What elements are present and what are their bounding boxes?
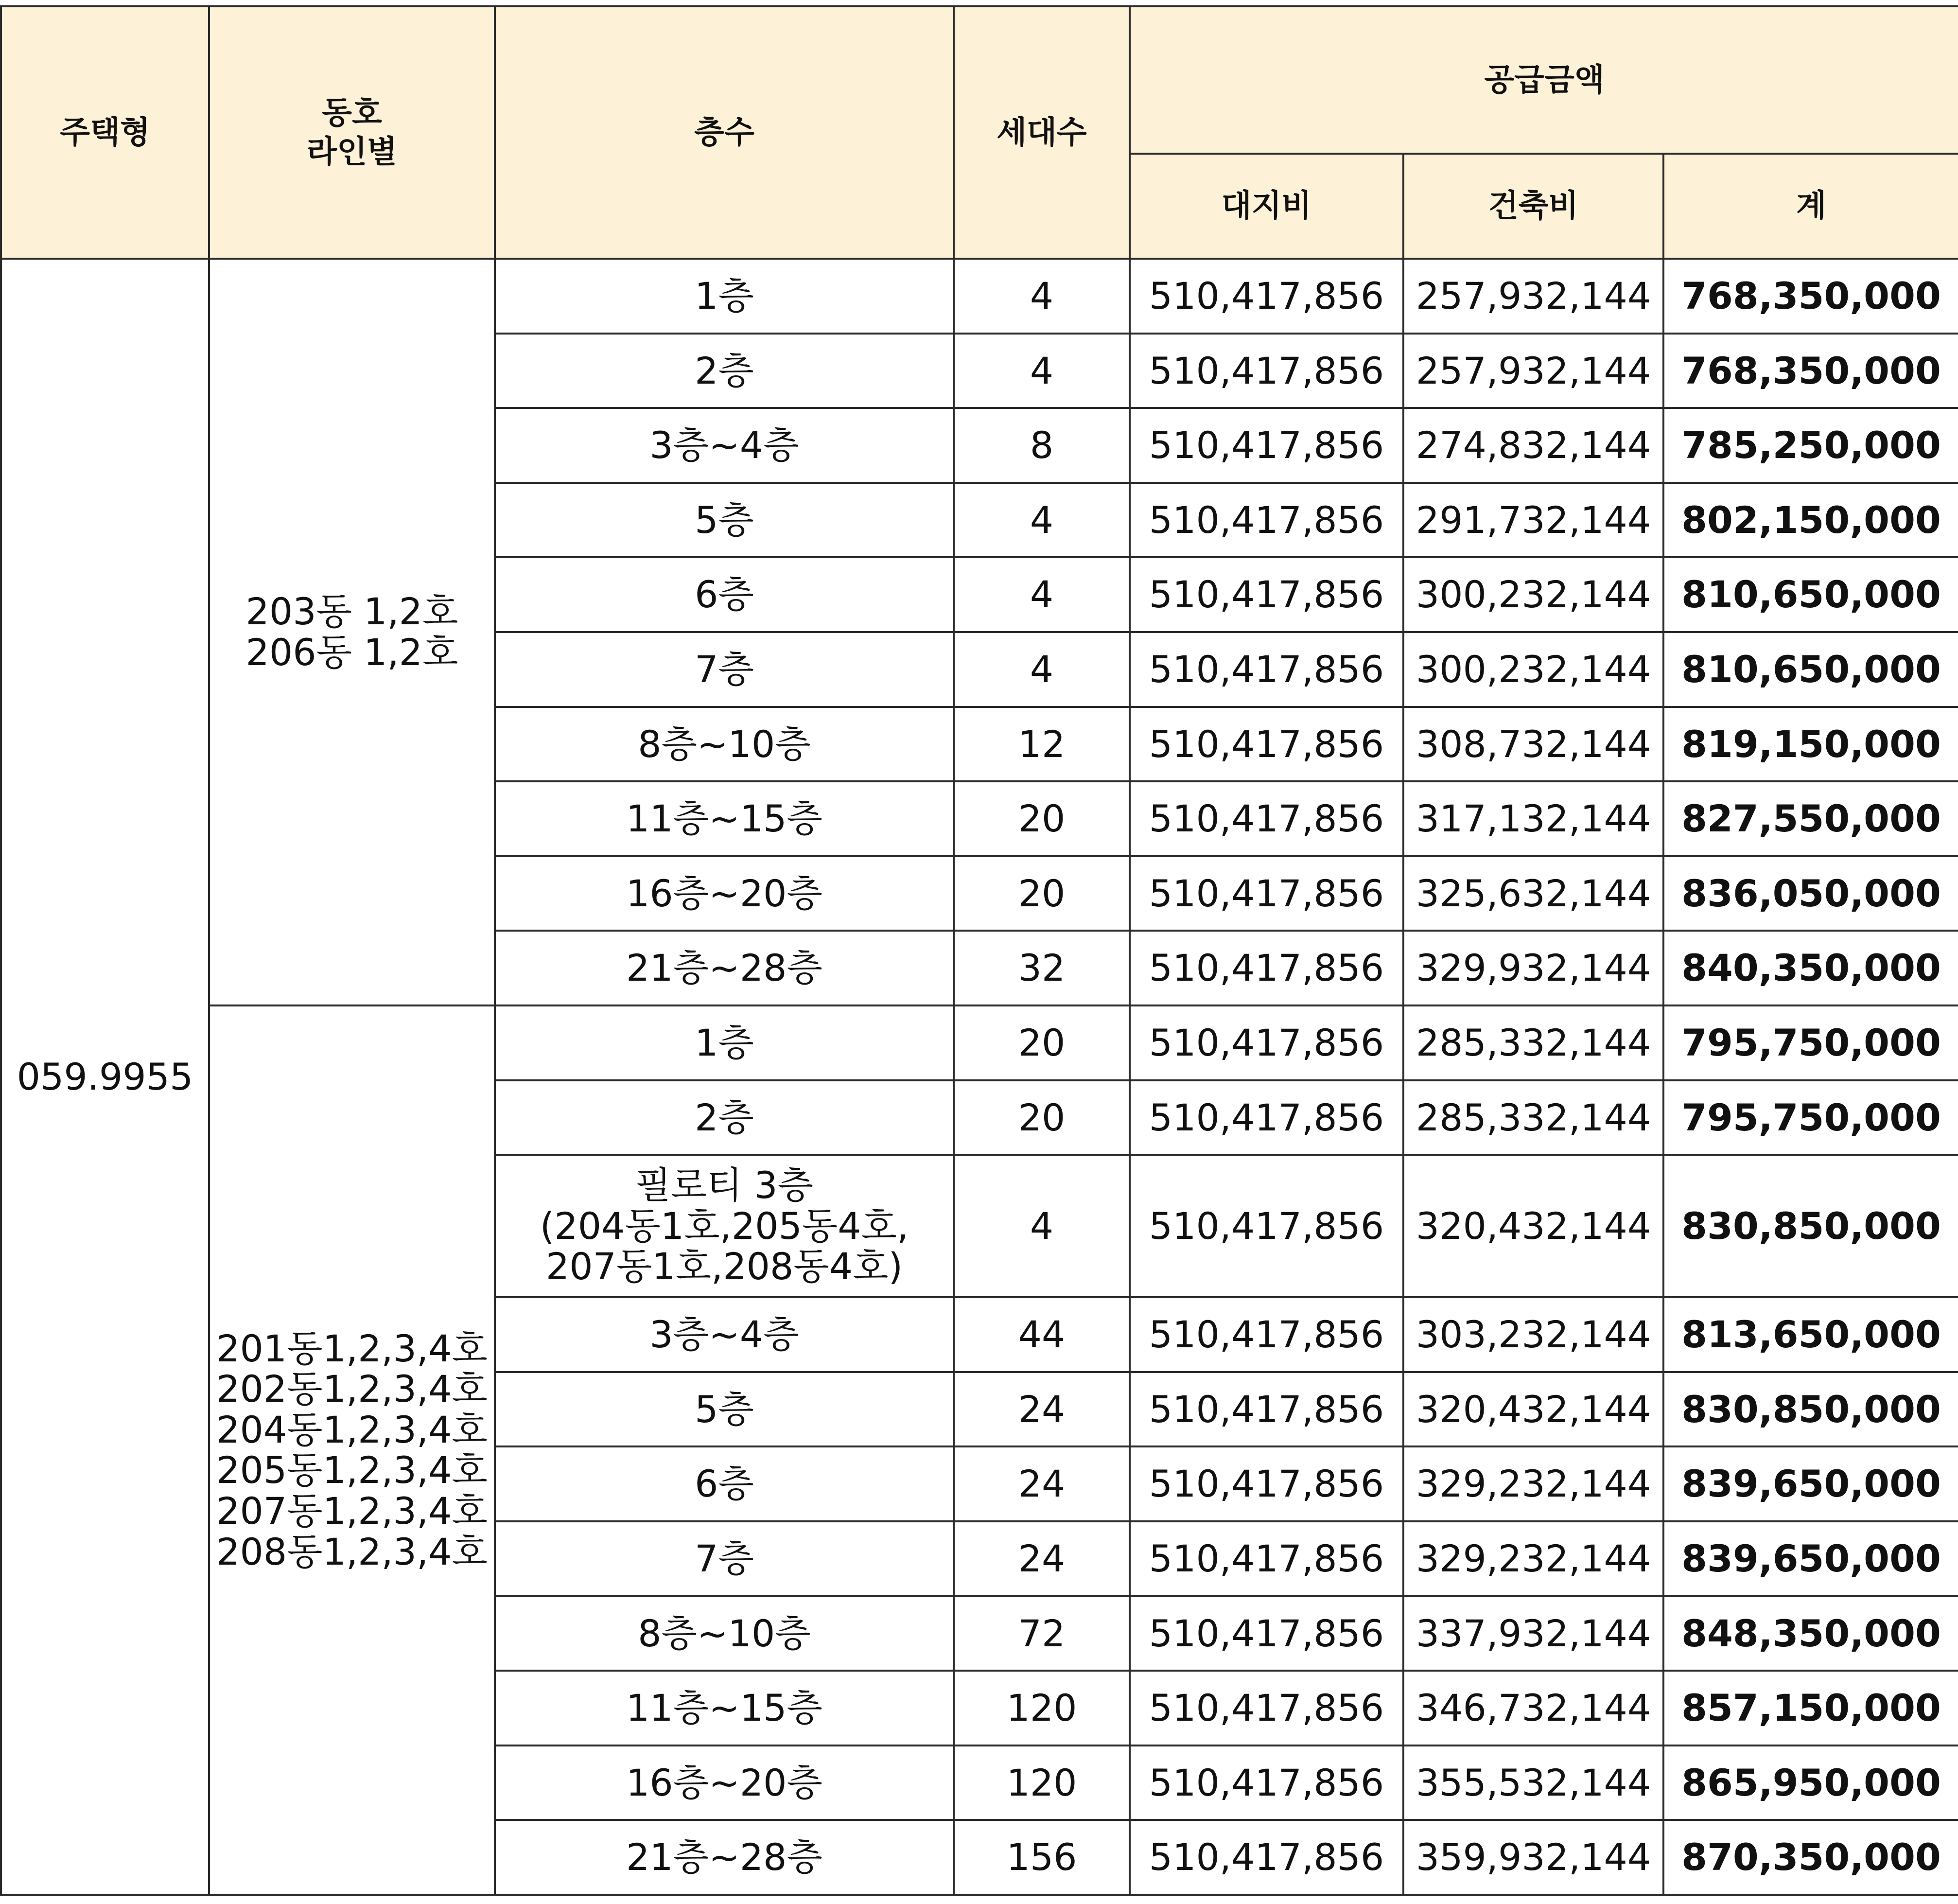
unit-line-text: 205동1,2,3,4호 — [216, 1448, 488, 1492]
header-housing-type: 주택형 — [1, 6, 209, 259]
building-cost-cell: 320,432,144 — [1403, 1155, 1663, 1297]
units-cell: 156 — [954, 1820, 1130, 1895]
floor-cell: 11층~15층 — [495, 1671, 954, 1745]
building-cost-cell: 359,932,144 — [1403, 1820, 1663, 1895]
total-cell: 819,150,000 — [1663, 707, 1958, 782]
building-cost-cell: 257,932,144 — [1403, 334, 1663, 408]
land-cost-cell: 510,417,856 — [1130, 707, 1403, 782]
housing-type-cell: 059.9955 — [1, 259, 209, 1895]
land-cost-cell: 510,417,856 — [1130, 1297, 1403, 1372]
floor-cell: 6층 — [495, 557, 954, 632]
floor-cell: 21층~28층 — [495, 931, 954, 1005]
units-cell: 20 — [954, 1005, 1130, 1080]
total-cell: 870,350,000 — [1663, 1820, 1958, 1895]
land-cost-cell: 510,417,856 — [1130, 1596, 1403, 1671]
unit-line-text: 208동1,2,3,4호 — [216, 1530, 488, 1573]
floor-cell: 2층 — [495, 1080, 954, 1155]
units-cell: 4 — [954, 1155, 1130, 1297]
unit-line-text: 202동1,2,3,4호 — [216, 1367, 488, 1411]
building-cost-cell: 303,232,144 — [1403, 1297, 1663, 1372]
units-cell: 20 — [954, 781, 1130, 856]
units-cell: 120 — [954, 1671, 1130, 1745]
building-cost-cell: 308,732,144 — [1403, 707, 1663, 782]
total-cell: 830,850,000 — [1663, 1372, 1958, 1447]
land-cost-cell: 510,417,856 — [1130, 259, 1403, 334]
building-cost-cell: 300,232,144 — [1403, 557, 1663, 632]
land-cost-cell: 510,417,856 — [1130, 931, 1403, 1005]
units-cell: 44 — [954, 1297, 1130, 1372]
total-cell: 810,650,000 — [1663, 557, 1958, 632]
floor-cell: 6층 — [495, 1446, 954, 1521]
floor-cell: 3층~4층 — [495, 408, 954, 483]
floor-cell: 5층 — [495, 483, 954, 558]
building-cost-cell: 291,732,144 — [1403, 483, 1663, 558]
unit-line-text: 204동1,2,3,4호 — [216, 1408, 488, 1451]
table-row — [1, 1005, 1958, 1080]
total-cell: 768,350,000 — [1663, 334, 1958, 408]
unit-line-cell — [209, 1005, 495, 1895]
floor-cell: 3층~4층 — [495, 1297, 954, 1372]
floor-cell: 16층~20층 — [495, 856, 954, 931]
land-cost-cell: 510,417,856 — [1130, 781, 1403, 856]
land-cost-cell: 510,417,856 — [1130, 1372, 1403, 1447]
building-cost-cell: 329,232,144 — [1403, 1446, 1663, 1521]
total-cell: 785,250,000 — [1663, 408, 1958, 483]
units-cell: 4 — [954, 259, 1130, 334]
building-cost-cell: 355,532,144 — [1403, 1745, 1663, 1820]
building-cost-cell: 285,332,144 — [1403, 1080, 1663, 1155]
header-total: 계 — [1663, 154, 1958, 259]
unit-line-text: 207동1,2,3,4호 — [216, 1489, 488, 1533]
total-cell: 802,150,000 — [1663, 483, 1958, 558]
floor-cell: 5층 — [495, 1372, 954, 1447]
header-supply-amount: 공급금액 — [1130, 6, 1958, 154]
units-cell: 20 — [954, 1080, 1130, 1155]
floor-text-line: 필로티 3층 — [635, 1164, 814, 1207]
building-cost-cell: 300,232,144 — [1403, 632, 1663, 707]
units-cell: 4 — [954, 557, 1130, 632]
total-cell: 840,350,000 — [1663, 931, 1958, 1005]
units-cell: 120 — [954, 1745, 1130, 1820]
building-cost-cell: 317,132,144 — [1403, 781, 1663, 856]
building-cost-cell: 285,332,144 — [1403, 1005, 1663, 1080]
land-cost-cell: 510,417,856 — [1130, 334, 1403, 408]
land-cost-cell: 510,417,856 — [1130, 632, 1403, 707]
floor-text-line: 207동1호,208동4호) — [545, 1245, 903, 1288]
land-cost-cell: 510,417,856 — [1130, 1745, 1403, 1820]
building-cost-cell: 329,232,144 — [1403, 1521, 1663, 1596]
unit-line-text: 203동 1,2호 — [245, 590, 458, 634]
total-cell: 839,650,000 — [1663, 1521, 1958, 1596]
floor-cell: 1층 — [495, 259, 954, 334]
land-cost-cell: 510,417,856 — [1130, 408, 1403, 483]
floor-cell: 7층 — [495, 632, 954, 707]
total-cell: 848,350,000 — [1663, 1596, 1958, 1671]
units-cell: 24 — [954, 1372, 1130, 1447]
table-row — [1, 259, 1958, 334]
land-cost-cell: 510,417,856 — [1130, 1005, 1403, 1080]
supply-price-table — [0, 5, 1958, 1896]
header-building-cost: 건축비 — [1403, 154, 1663, 259]
units-cell: 8 — [954, 408, 1130, 483]
units-cell: 72 — [954, 1596, 1130, 1671]
floor-cell: 7층 — [495, 1521, 954, 1596]
units-cell: 12 — [954, 707, 1130, 782]
total-cell: 795,750,000 — [1663, 1080, 1958, 1155]
floor-cell: 11층~15층 — [495, 781, 954, 856]
units-cell: 24 — [954, 1446, 1130, 1521]
table-body — [1, 259, 1958, 1895]
floor-cell: 8층~10층 — [495, 1596, 954, 1671]
building-cost-cell: 274,832,144 — [1403, 408, 1663, 483]
header-row-top — [1, 6, 1958, 154]
floor-cell: 16층~20층 — [495, 1745, 954, 1820]
units-cell: 32 — [954, 931, 1130, 1005]
total-cell: 810,650,000 — [1663, 632, 1958, 707]
building-cost-cell: 329,932,144 — [1403, 931, 1663, 1005]
header-units: 세대수 — [954, 6, 1130, 259]
header-land-cost: 대지비 — [1130, 154, 1403, 259]
table-header — [1, 6, 1958, 259]
total-cell: 768,350,000 — [1663, 259, 1958, 334]
units-cell: 4 — [954, 334, 1130, 408]
total-cell: 827,550,000 — [1663, 781, 1958, 856]
land-cost-cell: 510,417,856 — [1130, 1671, 1403, 1745]
floor-cell: 1층 — [495, 1005, 954, 1080]
land-cost-cell: 510,417,856 — [1130, 1080, 1403, 1155]
header-unit-line-2: 라인별 — [307, 134, 397, 170]
unit-line-cell — [209, 259, 495, 1005]
floor-cell — [495, 1155, 954, 1297]
floor-text-line: (204동1호,205동4호, — [540, 1204, 909, 1248]
building-cost-cell: 320,432,144 — [1403, 1372, 1663, 1447]
units-cell: 4 — [954, 483, 1130, 558]
total-cell: 813,650,000 — [1663, 1297, 1958, 1372]
units-cell: 4 — [954, 632, 1130, 707]
building-cost-cell: 325,632,144 — [1403, 856, 1663, 931]
land-cost-cell: 510,417,856 — [1130, 483, 1403, 558]
floor-cell: 8층~10층 — [495, 707, 954, 782]
building-cost-cell: 346,732,144 — [1403, 1671, 1663, 1745]
land-cost-cell: 510,417,856 — [1130, 557, 1403, 632]
total-cell: 839,650,000 — [1663, 1446, 1958, 1521]
land-cost-cell: 510,417,856 — [1130, 1155, 1403, 1297]
unit-line-text: 206동 1,2호 — [245, 630, 458, 674]
floor-cell: 21층~28층 — [495, 1820, 954, 1895]
units-cell: 20 — [954, 856, 1130, 931]
total-cell: 795,750,000 — [1663, 1005, 1958, 1080]
floor-cell: 2층 — [495, 334, 954, 408]
building-cost-cell: 257,932,144 — [1403, 259, 1663, 334]
unit-line-text: 201동1,2,3,4호 — [216, 1326, 488, 1370]
header-unit-line — [209, 6, 495, 259]
land-cost-cell: 510,417,856 — [1130, 1446, 1403, 1521]
header-unit-line-1: 동호 — [322, 95, 382, 131]
header-floor: 층수 — [495, 6, 954, 259]
units-cell: 24 — [954, 1521, 1130, 1596]
total-cell: 857,150,000 — [1663, 1671, 1958, 1745]
total-cell: 830,850,000 — [1663, 1155, 1958, 1297]
land-cost-cell: 510,417,856 — [1130, 856, 1403, 931]
land-cost-cell: 510,417,856 — [1130, 1521, 1403, 1596]
total-cell: 865,950,000 — [1663, 1745, 1958, 1820]
land-cost-cell: 510,417,856 — [1130, 1820, 1403, 1895]
total-cell: 836,050,000 — [1663, 856, 1958, 931]
building-cost-cell: 337,932,144 — [1403, 1596, 1663, 1671]
